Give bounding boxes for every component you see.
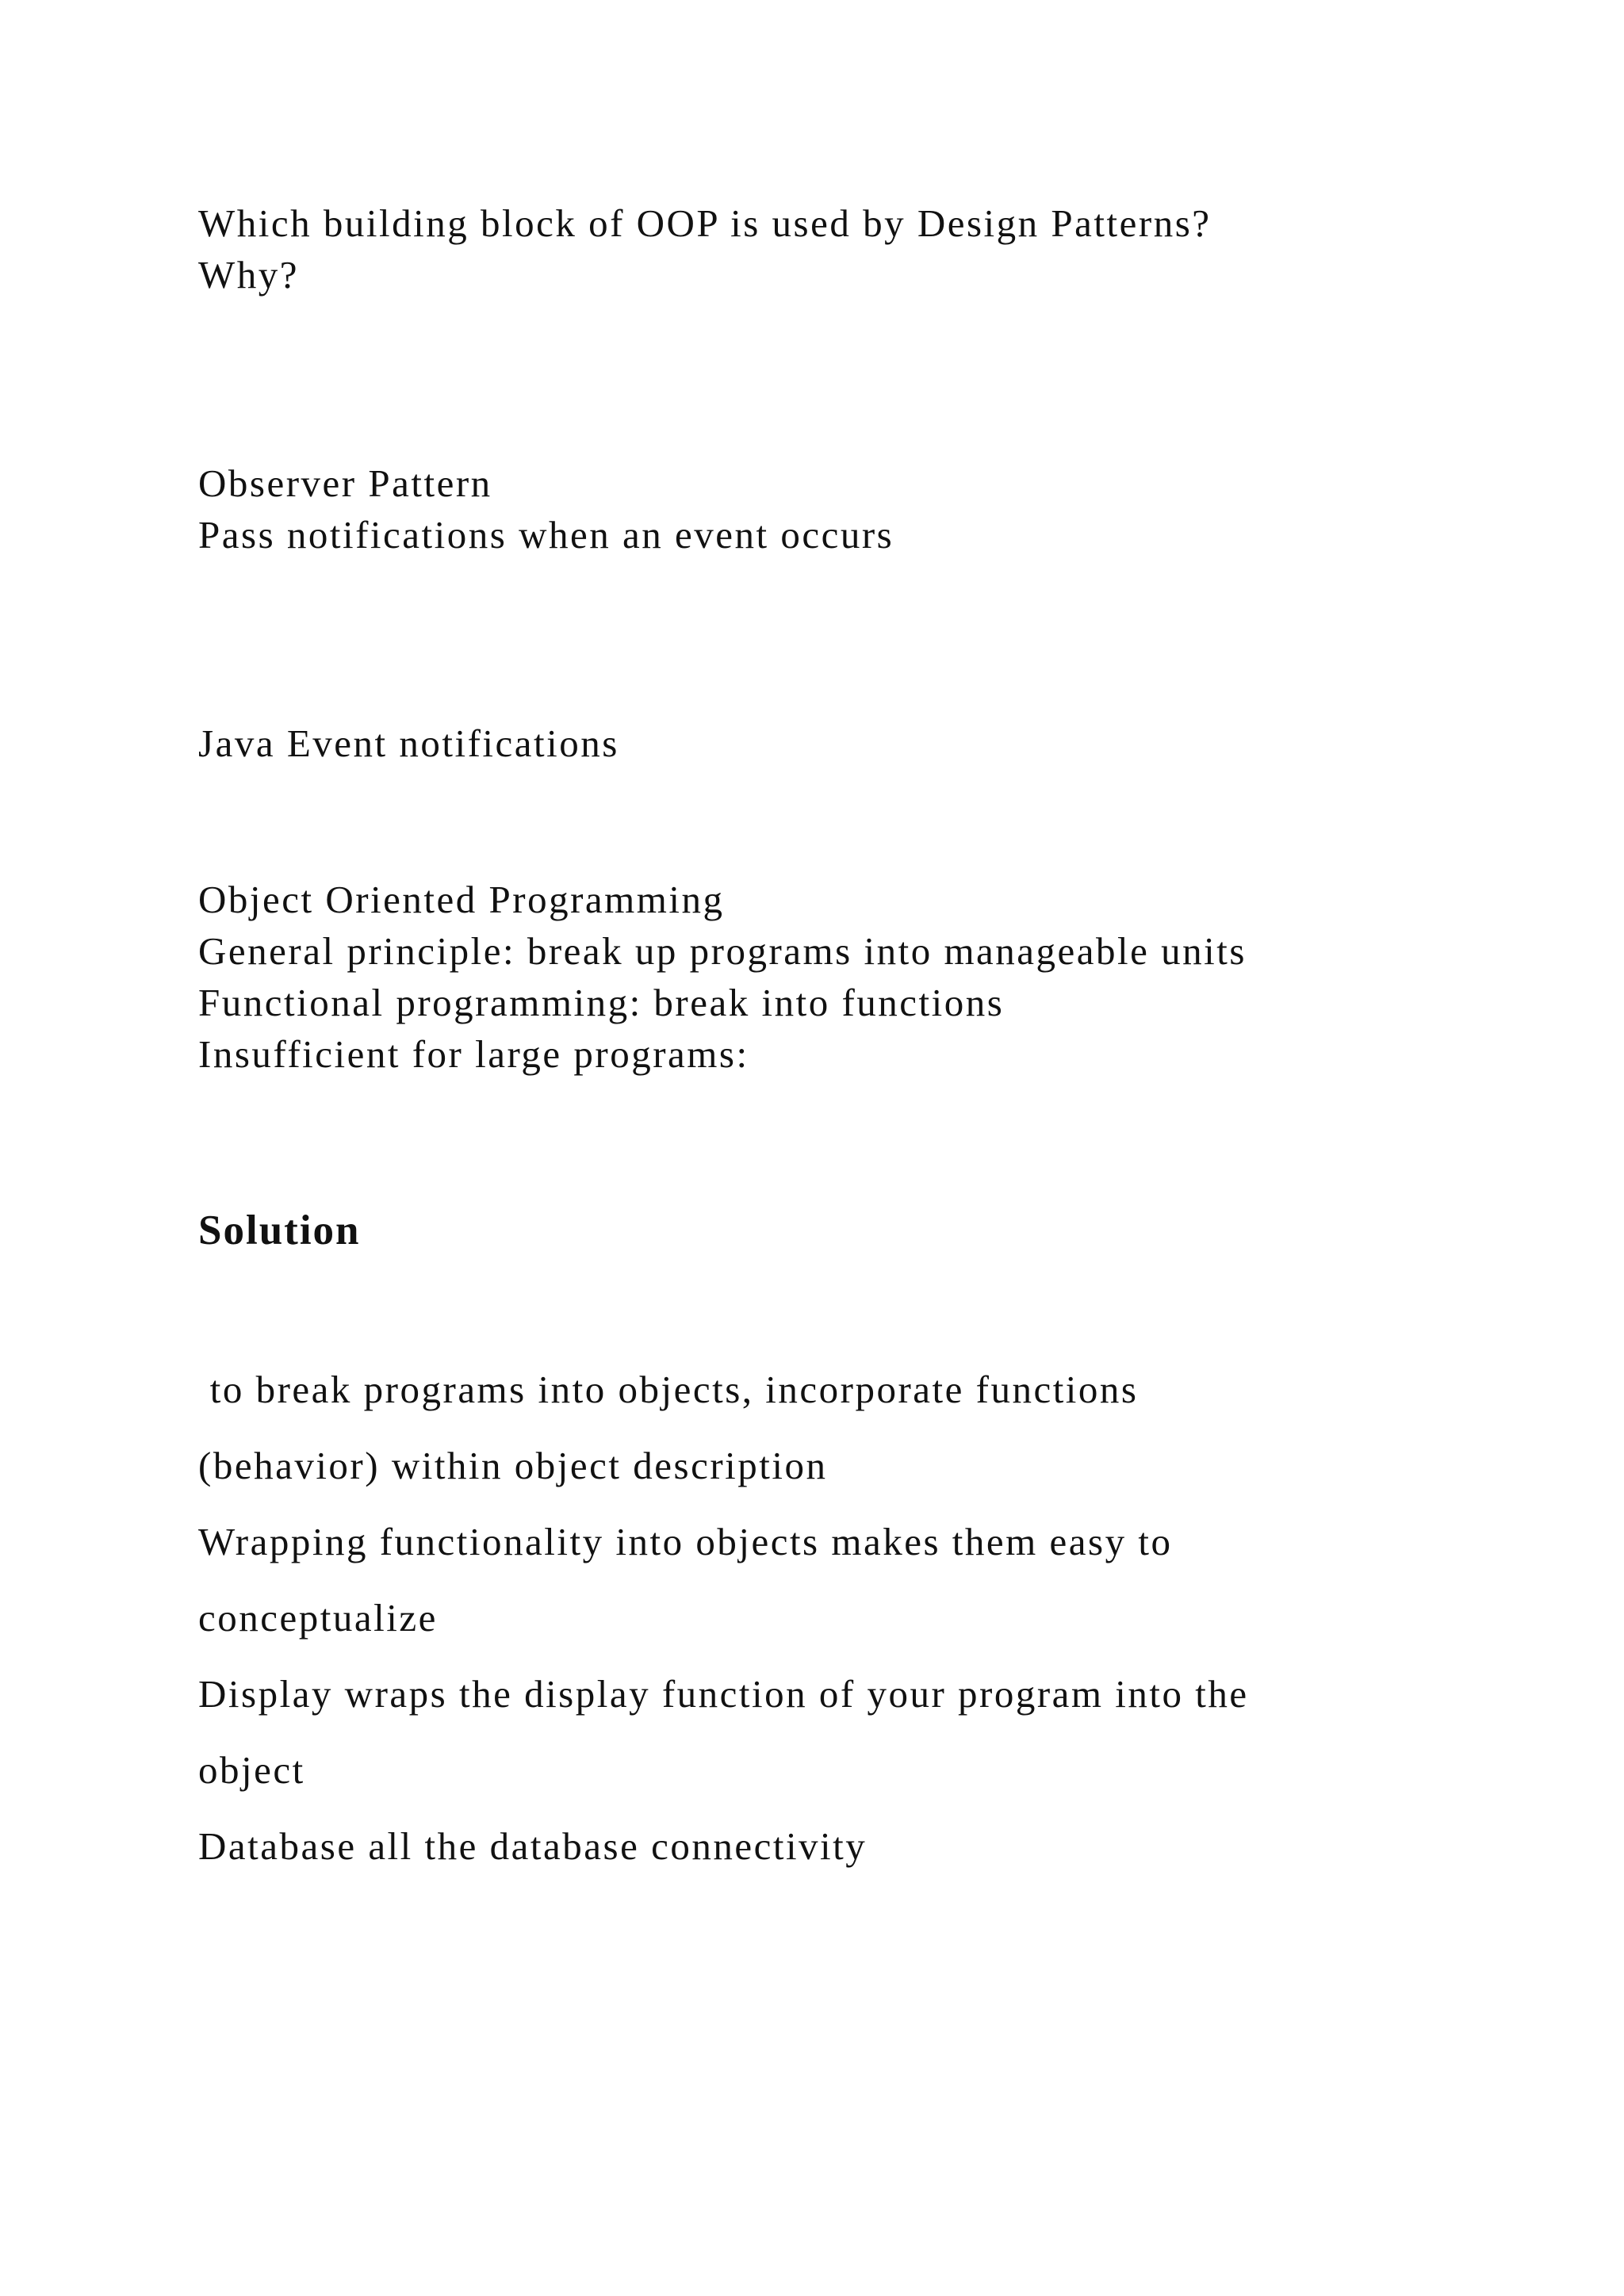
oop-line: Insufficient for large programs: (198, 1032, 749, 1076)
observer-pattern-description: Pass notifications when an event occurs (198, 513, 894, 557)
oop-title: Object Oriented Programming (198, 878, 725, 921)
solution-line: Database all the database connectivity (198, 1824, 868, 1868)
solution-line: Wrapping functionality into objects makes them easy to (198, 1520, 1173, 1563)
solution-line: conceptualize (198, 1596, 438, 1640)
oop-line: Functional programming: break into functions (198, 981, 1005, 1024)
solution-line: object (198, 1748, 305, 1792)
question-line-2: Why? (198, 253, 299, 297)
question-line-1: Which building block of OOP is used by Design Patterns? (198, 201, 1212, 245)
solution-line: Display wraps the display function of your program into the (198, 1672, 1249, 1716)
java-event-notifications: Java Event notifications (198, 721, 619, 765)
oop-line: General principle: break up programs into manageable units (198, 929, 1247, 973)
solution-line: to break programs into objects, incorporate functions (198, 1368, 1139, 1411)
observer-pattern-title: Observer Pattern (198, 461, 492, 505)
solution-line: (behavior) within object description (198, 1444, 828, 1487)
solution-heading: Solution (198, 1207, 361, 1253)
